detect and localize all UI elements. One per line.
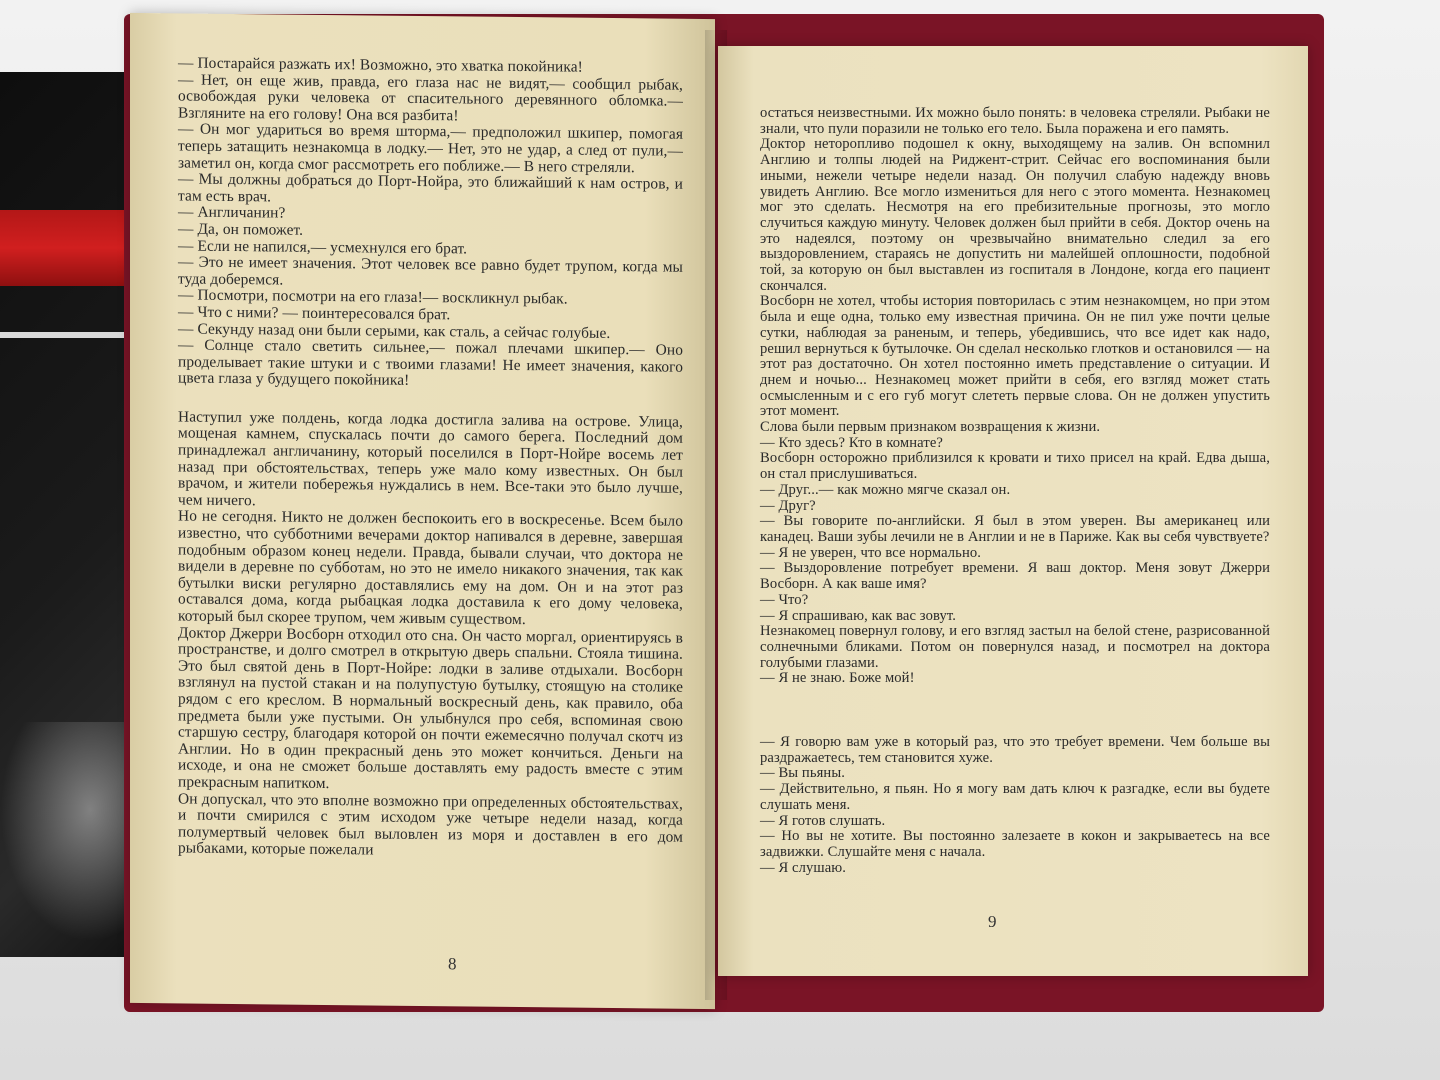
paragraph: — Я не уверен, что все нормально. [760, 544, 981, 561]
paragraph: — Нет, он еще жив, правда, его глаза нас не видят,— сообщил рыбак, освобождая руки человека от спасительного деревянного обломка.— Взгляните на его голову! Она вся разбита! [178, 71, 683, 125]
paragraph: — Я спрашиваю, как вас зовут. [760, 607, 956, 624]
paragraph: Он допускал, что это вполне возможно при определенных обстоятельствах, и почти смирился с этим исходом уже четыре недели назад, когда полумертвый человек был выловлен из моря и доставлен в его дом рыбаками, которые пожелали [178, 789, 683, 859]
paragraph: Незнакомец повернул голову, и его взгляд застыл на белой стене, разрисованной солнечными бликами. Потом он повернулся назад, и посмотрел на доктора голубыми глазами. [760, 623, 1270, 671]
paragraph: — Друг...— как можно мягче сказал он. [760, 481, 1011, 498]
paragraph: Доктор неторопливо подошел к окну, выходящему на залив. Он вспомнил Англию и толпы людей на Риджент-стрит. Сейчас его воспоминания были иными, нежели четыре недели назад. Он получил слабую надежду вновь увидеть Англию. Все могло измениться для него с этого момента. Незнакомец мог это сделать. Несмотря на его пребизительные прогнозы, это могло случиться каждую минуту. Человек должен был прийти в себя. Доктор очень на это надеялся, поэтому он чрезвычайно внимательно следил за его выздоровлением, стараясь не допустить ни малейшей оплошности, подобной той, за которую он был выставлен из госпиталя в Лондоне, когда его пациент скончался. [760, 136, 1270, 294]
paragraph: Доктор Джерри Восборн отходил ото сна. Он часто моргал, ориентируясь в пространстве, и долго смотрел в открытую дверь спальни. Стояла тишина. Это был святой день в Порт-Нойре: лодки в заливе отдыхали. Восборн взглянул на пустой стакан и на полупустую бутылку, стоящую на столике рядом с его креслом. В нормальный воскресный день, как правило, оба предмета были уже пустыми. Он улыбнулся про себя, вспоминая свою старшую сестру, благодаря которой он почти ежемесячно получал скотч из Англии. Но в один прекрасный день это может кончиться. Деньги на исходе, и она не сможет больше доставлять ему радость вместе с этим прекрасным напитком. [178, 624, 683, 792]
paragraph: Восборн не хотел, чтобы история повторилась с этим незнакомцем, но при этом была и еще одна, только ему известная причина. Он не пил уже почти целые сутки, наблюдая за раненым, и теперь, убедившись, что все идет как надо, решил вернуться к бутылочке. Он сделал несколько глотков и остановился — на этот раз достаточно. Он хотел постоянно иметь представление о ситуации. И днем и ночью... Незнакомец может прийти в себя, его взгляд может стать осмысленным и с его губ могут слететь первые слова. Он не должен упустить этот момент. [760, 293, 1270, 420]
paragraph: — Посмотри, посмотри на его глаза!— воскликнул рыбак. [178, 286, 568, 308]
paragraph: — Я слушаю. [760, 859, 847, 876]
paragraph: Слова были первым признаком возвращения к жизни. [760, 419, 1101, 436]
paragraph: — Если не напился,— усмехнулся его брат. [178, 236, 468, 257]
paragraph: — Он мог удариться во время шторма,— предположил шкипер, помогая теперь затащить незнакомца в лодку.— Нет, это не удар, а след от пули,— заметил он, когда смог рассмотреть его поближе.— В него стреляли. [178, 120, 683, 176]
left-page-text [178, 55, 683, 862]
paragraph: — Я готов слушать. [760, 812, 886, 829]
paragraph: остаться неизвестными. Их можно было понять: в человека стреляли. Рыбаки не знали, что пули поразили не только его тело. Была поражена и его память. [760, 105, 1270, 137]
paragraph: Наступил уже полдень, когда лодка достигла залива на острове. Улица, мощеная камнем, спускалась почти до самого берега. Последний дом принадлежал англичанину, который поселился в Порт-Нойре восемь лет назад при обстоятельствах, теперь уже мало кому известных. Он был врачом, и жители побережья нуждались в нем. Все-таки это было лучше, чем ничего. [178, 408, 683, 510]
paragraph: — Вы пьяны. [760, 765, 845, 782]
paragraph: — Я не знаю. Боже мой! [760, 670, 915, 687]
paragraph: — Англичанин? [178, 203, 286, 222]
paragraph: — Но вы не хотите. Вы постоянно залезаете в кокон и закрываетесь на все задвижки. Слушайте меня с начала. [760, 828, 1270, 860]
page-number: 9 [988, 912, 997, 931]
right-page-text [760, 106, 1270, 876]
paragraph: — Да, он поможет. [178, 220, 304, 239]
paragraph: — Действительно, я пьян. Но я могу вам дать ключ к разгадке, если вы будете слушать меня. [760, 781, 1270, 813]
paragraph: — Друг? [760, 497, 816, 514]
page-number: 8 [448, 954, 457, 974]
paragraph: — Выздоровление потребует времени. Я ваш доктор. Меня зовут Джерри Восборн. А как ваше имя? [760, 560, 1270, 593]
paragraph: — Солнце стало светить сильнее,— пожал плечами шкипер.— Оно проделывает такие штуки и с твоими глазами! Не имеет значения, какого цвета глаза у будущего покойника! [178, 336, 683, 390]
paragraph: Восборн осторожно приблизился к кровати и тихо присел на край. Едва дыша, он стал прислушиваться. [760, 450, 1270, 483]
paragraph: — Вы говорите по-английски. Я был в этом уверен. Вы американец или канадец. Ваши зубы лечили не в Англии и не в Париже. Как вы себя чувствуете? [760, 513, 1270, 545]
paragraph: — Это не имеет значения. Этот человек все равно будет трупом, когда мы туда доберемся. [178, 253, 683, 289]
paragraph: — Мы должны добраться до Порт-Нойра, это ближайший к нам остров, и там есть врач. [178, 170, 683, 206]
paragraph: — Что с ними? — поинтересовался брат. [178, 303, 451, 324]
paragraph: — Кто здесь? Кто в комнате? [760, 434, 943, 451]
paragraph: — Что? [760, 591, 809, 608]
paragraph: — Я говорю вам уже в который раз, что это требует времени. Чем больше вы раздражаетесь, тем становится хуже. [760, 734, 1270, 766]
paragraph: Но не сегодня. Никто не должен беспокоить его в воскресенье. Всем было известно, что субботними вечерами доктор напивался в деревне, завершая подобным образом конец недели. Правда, бывали случаи, что доктора не видели в деревне по субботам, но это не имело никакого значения, так как бутылки виски регулярно доставлялись ему на дом. Он и на этот раз оставался дома, когда рыбацкая лодка доставила к его дому человека, который был скорее трупом, чем живым существом. [178, 507, 683, 629]
left-page [130, 13, 715, 1009]
paragraph: — Секунду назад они были серыми, как сталь, а сейчас голубые. [178, 319, 611, 342]
paragraph: — Постарайся разжать их! Возможно, это хватка покойника! [178, 54, 583, 76]
right-page [718, 46, 1308, 976]
